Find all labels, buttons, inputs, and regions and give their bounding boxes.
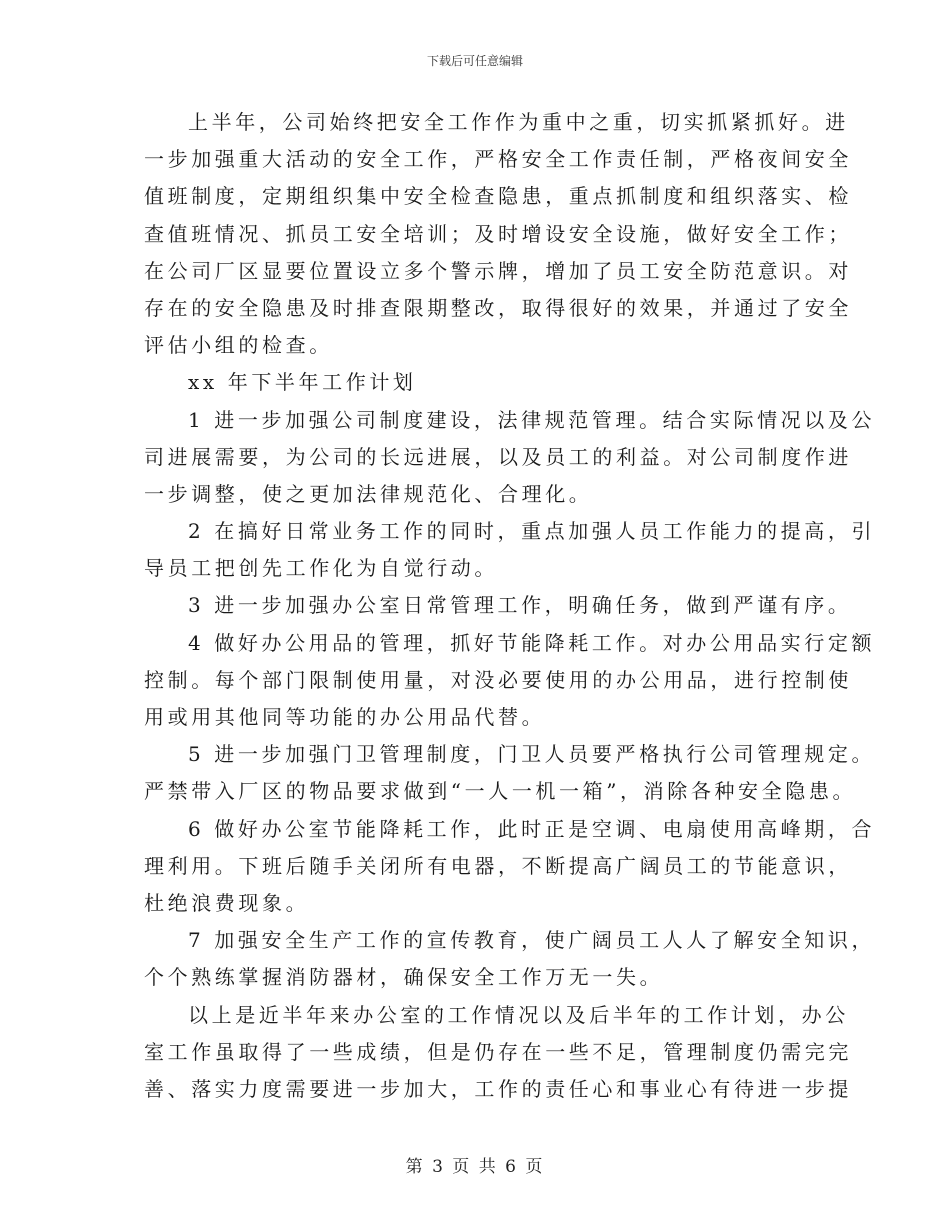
document-body — [144, 104, 876, 1108]
text-line: 查值班情况、抓员工安全培训；及时增设安全设施，做好安全工作； — [144, 221, 852, 246]
text-line: 2 在搞好日常业务工作的同时，重点加强人员工作能力的提高，引 — [188, 519, 876, 544]
text-line: 5 进一步加强门卫管理制度，门卫人员要严格执行公司管理规定。 — [188, 742, 876, 767]
text-line: 严禁带入厂区的物品要求做到“一人一机一箱”，消除各种安全隐患。 — [144, 779, 857, 804]
text-line: 善、落实力度需要进一步加大，工作的责任心和事业心有待进一步提 — [144, 1076, 852, 1101]
text-line: 一步加强重大活动的安全工作，严格安全工作责任制，严格夜间安全 — [144, 147, 852, 172]
text-line: 上半年，公司始终把安全工作作为重中之重，切实抓紧抓好。进 — [188, 110, 849, 134]
text-line: 在公司厂区显要位置设立多个警示牌，增加了员工安全防范意识。对 — [144, 258, 852, 283]
text-line: 4 做好办公用品的管理，抓好节能降耗工作。对办公用品实行定额 — [188, 630, 876, 655]
text-line: 室工作虽取得了一些成绩，但是仍存在一些不足，管理制度仍需完完 — [144, 1039, 852, 1064]
text-line: 控制。每个部门限制使用量，对没必要使用的办公用品，进行控制使 — [144, 667, 852, 692]
text-line: 6 做好办公室节能降耗工作，此时正是空调、电扇使用高峰期，合 — [188, 816, 876, 841]
text-line: 一步调整，使之更加法律规范化、合理化。 — [144, 481, 593, 506]
text-line: 值班制度，定期组织集中安全检查隐患，重点抓制度和组织落实、检 — [144, 184, 852, 209]
text-line: 7 加强安全生产工作的宣传教育，使广阔员工人人了解安全知识， — [188, 928, 876, 953]
text-line: 杜绝浪费现象。 — [144, 890, 310, 915]
text-line: 个个熟练掌握消防器材，确保安全工作万无一失。 — [144, 965, 664, 990]
page-header: 下载后可任意编辑 — [426, 54, 523, 68]
text-line: 司进展需要，为公司的长远进展，以及员工的利益。对公司制度作进 — [144, 444, 852, 469]
text-line: 3 进一步加强办公室日常管理工作，明确任务，做到严谨有序。 — [188, 593, 852, 618]
text-line: 导员工把创先工作化为自觉行动。 — [144, 556, 498, 581]
text-line: 理利用。下班后随手关闭所有电器，不断提高广阔员工的节能意识， — [144, 853, 852, 878]
text-line: xx 年下半年工作计划 — [188, 370, 417, 395]
page-footer: 第 3 页 共 6 页 — [405, 1157, 545, 1177]
text-line: 用或用其他同等功能的办公用品代替。 — [144, 705, 546, 729]
text-line: 存在的安全隐患及时排查限期整改，取得很好的效果，并通过了安全 — [144, 295, 852, 320]
text-line: 以上是近半年来办公室的工作情况以及后半年的工作计划，办公 — [188, 1002, 849, 1027]
text-line: 1 进一步加强公司制度建设，法律规范管理。结合实际情况以及公 — [188, 407, 876, 432]
text-line: 评估小组的检查。 — [144, 333, 333, 358]
